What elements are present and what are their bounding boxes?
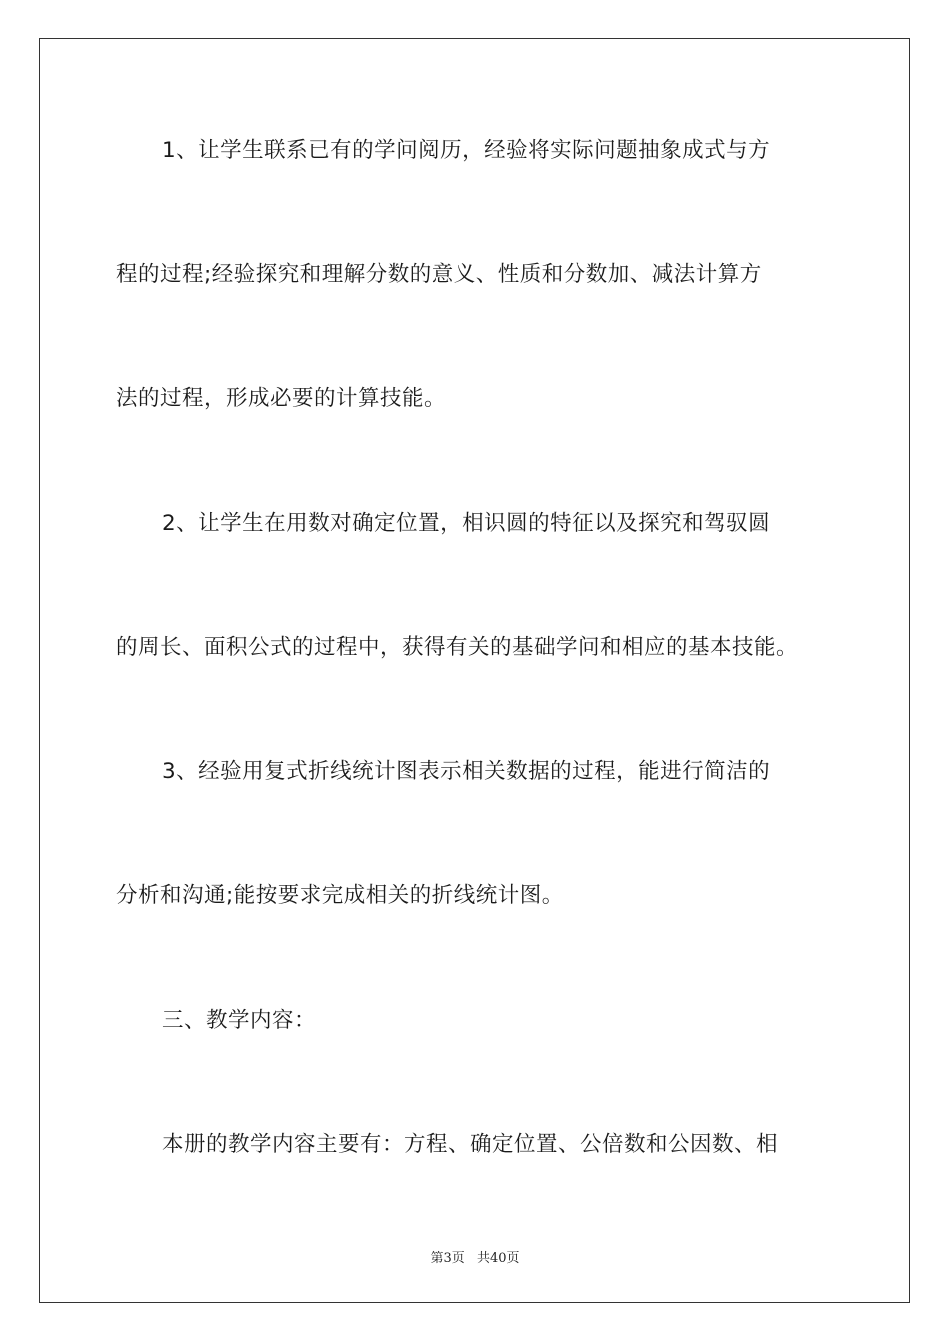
page-border — [39, 38, 910, 1303]
paragraph-1-line-3: 法的过程，形成必要的计算技能。 — [116, 386, 447, 411]
paragraph-4-line-1: 本册的教学内容主要有：方程、确定位置、公倍数和公因数、相 — [162, 1132, 779, 1157]
page-number: 第3页 — [430, 1251, 465, 1266]
page-total: 共40页 — [476, 1251, 520, 1266]
paragraph-3-line-2: 分析和沟通;能按要求完成相关的折线统计图。 — [116, 883, 564, 908]
paragraph-2-line-1: 2、让学生在用数对确定位置，相识圆的特征以及探究和驾驭圆 — [162, 511, 771, 536]
page-footer — [0, 1247, 950, 1266]
paragraph-3-line-1: 3、经验用复式折线统计图表示相关数据的过程，能进行简洁的 — [162, 759, 771, 784]
paragraph-2-line-2: 的周长、面积公式的过程中，获得有关的基础学问和相应的基本技能。 — [116, 635, 799, 660]
section-heading: 三、教学内容： — [162, 1008, 317, 1033]
paragraph-1-line-2: 程的过程;经验探究和理解分数的意义、性质和分数加、减法计算方 — [116, 262, 762, 287]
paragraph-1-line-1: 1、让学生联系已有的学问阅历，经验将实际问题抽象成式与方 — [162, 138, 771, 163]
